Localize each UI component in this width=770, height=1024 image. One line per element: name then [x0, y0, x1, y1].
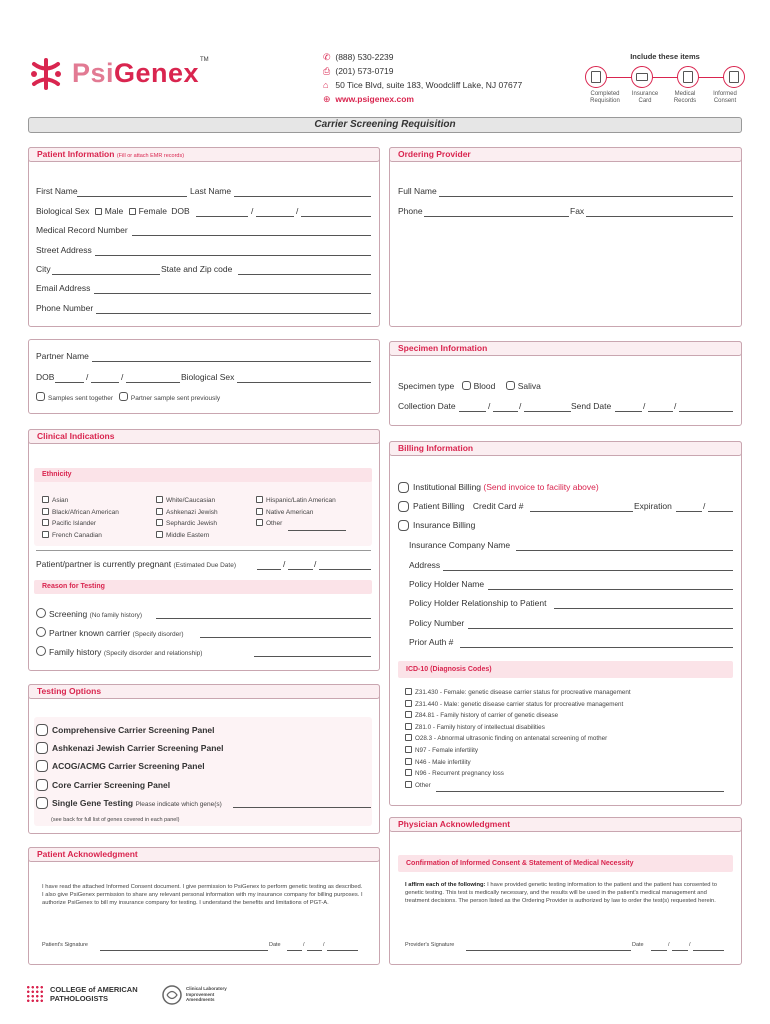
- include-items-title: Include these items: [630, 52, 700, 61]
- insurance-billing-checkbox[interactable]: [398, 520, 409, 531]
- globe-icon: ⊕: [323, 94, 331, 104]
- samples-together-option[interactable]: Samples sent together Partner sample sent previously: [36, 392, 220, 402]
- institutional-checkbox[interactable]: [398, 482, 409, 493]
- brand-name: PsiGenex: [72, 58, 200, 88]
- ethnicity-checkbox[interactable]: [156, 496, 163, 503]
- provider-phone-label: Phone: [398, 206, 423, 216]
- send-date-label: Send Date: [571, 401, 612, 411]
- collection-date-day[interactable]: [493, 411, 518, 412]
- state-zip-field[interactable]: [238, 274, 371, 275]
- trademark: TM: [200, 57, 209, 63]
- insurance-card-icon: [631, 66, 653, 88]
- ethnicity-col-1: Asian Black/African American Pacific Islander French Canadian: [42, 495, 119, 541]
- partner-dob-year[interactable]: [126, 382, 180, 383]
- patient-billing-option[interactable]: Patient Billing Credit Card #: [398, 501, 523, 512]
- see-back-note: (see back for full list of genes covered in each panel): [51, 817, 180, 823]
- bio-sex-label: Biological Sex Male Female DOB: [36, 206, 190, 216]
- email-field[interactable]: [94, 293, 371, 294]
- provider-date-day[interactable]: [672, 950, 688, 951]
- clia-logo: [162, 983, 232, 1007]
- insurance-address-field[interactable]: [443, 570, 733, 571]
- patient-signature-field[interactable]: [100, 950, 268, 951]
- partner-name-field[interactable]: [92, 361, 371, 362]
- icd10-list: Z31.430 - Female: genetic disease carrier status for procreative management Z31.440 - Male: genetic disease carrier status for procreative management Z84.81 - Family history of carrier of genetic disease Z81.0 - Family history of intellectual disabilities O28.3 - Abnormal ultrasonic finding on antenatal screening of mother N97 - Female infertility N46 - Male infertility N96 - Recurrent pregnancy loss Other: [405, 687, 631, 791]
- panel-checkbox[interactable]: [36, 724, 48, 736]
- last-name-field[interactable]: [234, 196, 371, 197]
- dob-day-field[interactable]: [256, 216, 294, 217]
- male-checkbox[interactable]: [95, 208, 102, 215]
- patient-ack-header: Patient Acknowledgment: [28, 847, 380, 862]
- single-gene-option[interactable]: Single Gene Testing Please indicate which gene(s): [36, 797, 222, 809]
- female-checkbox[interactable]: [129, 208, 136, 215]
- physician-ack-header: Physician Acknowledgment: [389, 817, 742, 832]
- ethnicity-checkbox[interactable]: [42, 496, 49, 503]
- relationship-field[interactable]: [554, 608, 733, 609]
- patient-date-month[interactable]: [287, 950, 302, 951]
- first-name-label: First Name: [36, 186, 78, 196]
- icd10-checkbox[interactable]: [405, 700, 412, 707]
- icd10-checkbox[interactable]: [405, 711, 412, 718]
- consent-subheader: Confirmation of Informed Consent & Statement of Medical Necessity: [398, 855, 733, 872]
- panel-checkbox[interactable]: [36, 760, 48, 772]
- ordering-provider-header: Ordering Provider: [389, 147, 742, 162]
- cap-logo: [26, 983, 156, 1007]
- credit-card-field[interactable]: [530, 511, 633, 512]
- panel-checkbox[interactable]: [36, 779, 48, 791]
- screening-checkbox[interactable]: [36, 608, 46, 618]
- partner-dob-month[interactable]: [55, 382, 84, 383]
- icd10-checkbox[interactable]: [405, 758, 412, 765]
- first-name-field[interactable]: [77, 196, 187, 197]
- logo: [28, 54, 218, 94]
- patient-info-header: Patient Information (Fill or attach EMR records): [28, 147, 380, 162]
- ethnicity-checkbox[interactable]: [256, 496, 263, 503]
- ethnicity-other-field[interactable]: [288, 530, 346, 531]
- due-date-month[interactable]: [257, 569, 281, 570]
- policy-holder-label: Policy Holder Name: [409, 579, 485, 589]
- partner-carrier-field[interactable]: [200, 637, 371, 638]
- ethnicity-checkbox[interactable]: [156, 531, 163, 538]
- icd10-checkbox[interactable]: [405, 688, 412, 695]
- due-date-year[interactable]: [319, 569, 371, 570]
- dob-month-field[interactable]: [196, 216, 248, 217]
- patient-date-year[interactable]: [327, 950, 358, 951]
- provider-date-year[interactable]: [693, 950, 724, 951]
- insurance-address-label: Address: [409, 560, 441, 570]
- street-field[interactable]: [95, 255, 371, 256]
- partner-sex-label: Biological Sex: [181, 372, 235, 382]
- contact-website[interactable]: www.psigenex.com: [335, 94, 414, 104]
- saliva-checkbox[interactable]: [506, 381, 515, 390]
- partner-carrier-checkbox[interactable]: [36, 627, 46, 637]
- ethnicity-checkbox[interactable]: [156, 519, 163, 526]
- clia-swirl-icon: [162, 985, 182, 1005]
- email-label: Email Address: [36, 283, 91, 293]
- provider-name-label: Full Name: [398, 186, 437, 196]
- icd10-header: ICD-10 (Diagnosis Codes): [398, 661, 733, 678]
- pregnant-label: Patient/partner is currently pregnant (Estimated Due Date): [36, 559, 237, 569]
- include-item-label: Informed Consent: [713, 91, 737, 104]
- institutional-option[interactable]: Institutional Billing (Send invoice to facility above): [398, 482, 599, 493]
- mrn-label: Medical Record Number: [36, 225, 128, 235]
- form-title: Carrier Screening Requisition: [28, 117, 742, 133]
- single-gene-field[interactable]: [233, 807, 371, 808]
- icd10-other-field[interactable]: [436, 791, 724, 792]
- ethnicity-header: Ethnicity: [34, 468, 372, 482]
- contact-block: [323, 50, 522, 106]
- partner-dob-label: DOB: [36, 372, 55, 382]
- icd10-checkbox[interactable]: [405, 734, 412, 741]
- ordering-provider-section: [389, 147, 742, 327]
- ethnicity-col-3: Hispanic/Latin American Native American Other: [256, 495, 336, 530]
- patient-info-section: [28, 147, 380, 327]
- cap-dots-icon: [26, 985, 44, 1003]
- testing-header: Testing Options: [28, 684, 380, 699]
- blood-checkbox[interactable]: [462, 381, 471, 390]
- screening-field[interactable]: [156, 618, 371, 619]
- phone-label: Phone Number: [36, 303, 94, 313]
- provider-date-label: Date: [632, 942, 644, 948]
- family-history-checkbox[interactable]: [36, 646, 46, 656]
- panel-option[interactable]: ACOG/ACMG Carrier Screening Panel: [36, 760, 205, 772]
- medical-records-icon: [677, 66, 699, 88]
- mrn-field[interactable]: [132, 235, 371, 236]
- provider-fax-label: Fax: [570, 206, 585, 216]
- provider-name-field[interactable]: [439, 196, 733, 197]
- include-item-label: Completed Requisition: [590, 91, 620, 104]
- policy-holder-field[interactable]: [488, 589, 733, 590]
- ethnicity-checkbox[interactable]: [42, 508, 49, 515]
- physician-ack-text: I affirm each of the following: I have provided genetic testing information to the patient and the patient has consented to genetic testing. This test is medically necessary, and the results will be used in the patient's medical management and treatment decisions. The person listed as the Ordering Provider is authorized by law to order the test(s) requested herein.: [405, 882, 717, 904]
- ethnicity-checkbox[interactable]: [42, 531, 49, 538]
- city-label: City: [36, 264, 51, 274]
- family-history-option[interactable]: Family history (Specify disorder and relationship): [36, 646, 202, 657]
- patient-date-label: Date: [269, 942, 281, 948]
- single-gene-checkbox[interactable]: [36, 797, 48, 809]
- samples-together-checkbox[interactable]: [36, 392, 45, 401]
- expiration-month[interactable]: [676, 511, 702, 512]
- send-date-day[interactable]: [648, 411, 673, 412]
- fax-icon: ⎙: [323, 66, 331, 76]
- ethnicity-checkbox[interactable]: [256, 519, 263, 526]
- policy-number-label: Policy Number: [409, 618, 465, 628]
- due-date-day[interactable]: [288, 569, 313, 570]
- patient-signature-label: Patient's Signature: [42, 942, 88, 948]
- ethnicity-col-2: White/Caucasian Ashkenazi Jewish Sephardic Jewish Middle Eastern: [156, 495, 218, 541]
- insurance-billing-option[interactable]: Insurance Billing: [398, 520, 475, 531]
- collection-date-label: Collection Date: [398, 401, 456, 411]
- collection-date-year[interactable]: [524, 411, 571, 412]
- partner-name-label: Partner Name: [36, 351, 89, 361]
- consent-icon: [723, 66, 745, 88]
- cap-line-2: PATHOLOGISTS: [50, 994, 109, 1003]
- provider-signature-label: Provider's Signature: [405, 942, 455, 948]
- dob-year-field[interactable]: [301, 216, 371, 217]
- relationship-label: Policy Holder Relationship to Patient: [409, 598, 547, 608]
- contact-fax: (201) 573-0719: [335, 66, 394, 76]
- collection-date-month[interactable]: [459, 411, 486, 412]
- expiration-label: Expiration: [634, 501, 672, 511]
- contact-phone[interactable]: (888) 530-2239: [335, 52, 394, 62]
- panel-checkbox[interactable]: [36, 742, 48, 754]
- include-items: [585, 52, 745, 105]
- contact-address: 50 Tice Blvd, suite 183, Woodcliff Lake, NJ 07677: [335, 80, 523, 90]
- clia-text: Clinical Laboratory Improvement Amendments: [186, 986, 227, 1002]
- ethnicity-checkbox[interactable]: [256, 508, 263, 515]
- screening-option[interactable]: Screening (No family history): [36, 608, 142, 619]
- cap-line-1: COLLEGE of AMERICAN: [50, 985, 138, 994]
- psigenex-logo-icon: [28, 56, 64, 92]
- prior-auth-label: Prior Auth #: [409, 637, 454, 647]
- provider-date-month[interactable]: [651, 950, 667, 951]
- phone-icon: ✆: [323, 52, 331, 62]
- specimen-type-label: Specimen type Blood Saliva: [398, 381, 541, 391]
- provider-fax-field[interactable]: [586, 216, 733, 217]
- panel-option[interactable]: Ashkenazi Jewish Carrier Screening Panel: [36, 742, 224, 754]
- policy-number-field[interactable]: [468, 628, 733, 629]
- partner-dob-day[interactable]: [91, 382, 119, 383]
- icd10-checkbox[interactable]: [405, 769, 412, 776]
- street-label: Street Address: [36, 245, 92, 255]
- insurance-company-field[interactable]: [516, 550, 733, 551]
- sample-previously-checkbox[interactable]: [119, 392, 128, 401]
- send-date-month[interactable]: [615, 411, 642, 412]
- reason-header: Reason for Testing: [34, 580, 372, 594]
- clinical-header: Clinical Indications: [28, 429, 380, 444]
- patient-ack-text: I have read the attached Informed Consent document. I give permission to PsiGenex to perform genetic testing as described. I also give PsiGenex permission to share any relevant personal information with my insurance company for billing purposes. I authorize PsiGenex to bill my insurance company for testing. I understand the benefits and limitations of PGT-A.: [42, 884, 363, 906]
- panel-option[interactable]: Core Carrier Screening Panel: [36, 779, 170, 791]
- provider-phone-field[interactable]: [424, 216, 569, 217]
- expiration-year[interactable]: [708, 511, 733, 512]
- state-zip-label: State and Zip code: [161, 264, 233, 274]
- patient-billing-checkbox[interactable]: [398, 501, 409, 512]
- ethnicity-checkbox[interactable]: [156, 508, 163, 515]
- last-name-label: Last Name: [190, 186, 232, 196]
- icd10-checkbox[interactable]: [405, 781, 412, 788]
- send-date-year[interactable]: [679, 411, 733, 412]
- provider-signature-field[interactable]: [466, 950, 631, 951]
- partner-sex-field[interactable]: [237, 382, 371, 383]
- partner-carrier-option[interactable]: Partner known carrier (Specify disorder): [36, 627, 184, 638]
- icd10-checkbox[interactable]: [405, 746, 412, 753]
- patient-date-day[interactable]: [307, 950, 322, 951]
- specimen-header: Specimen Information: [389, 341, 742, 356]
- city-field[interactable]: [52, 274, 160, 275]
- family-history-field[interactable]: [254, 656, 371, 657]
- prior-auth-field[interactable]: [460, 647, 733, 648]
- panel-option[interactable]: Comprehensive Carrier Screening Panel: [36, 724, 215, 736]
- include-item-label: Medical Records: [673, 91, 697, 104]
- location-icon: ⌂: [323, 80, 329, 90]
- insurance-company-label: Insurance Company Name: [409, 540, 511, 550]
- billing-header: Billing Information: [389, 441, 742, 456]
- phone-field[interactable]: [96, 313, 371, 314]
- include-item-label: Insurance Card: [631, 91, 659, 104]
- ethnicity-checkbox[interactable]: [42, 519, 49, 526]
- requisition-icon: [585, 66, 607, 88]
- icd10-checkbox[interactable]: [405, 723, 412, 730]
